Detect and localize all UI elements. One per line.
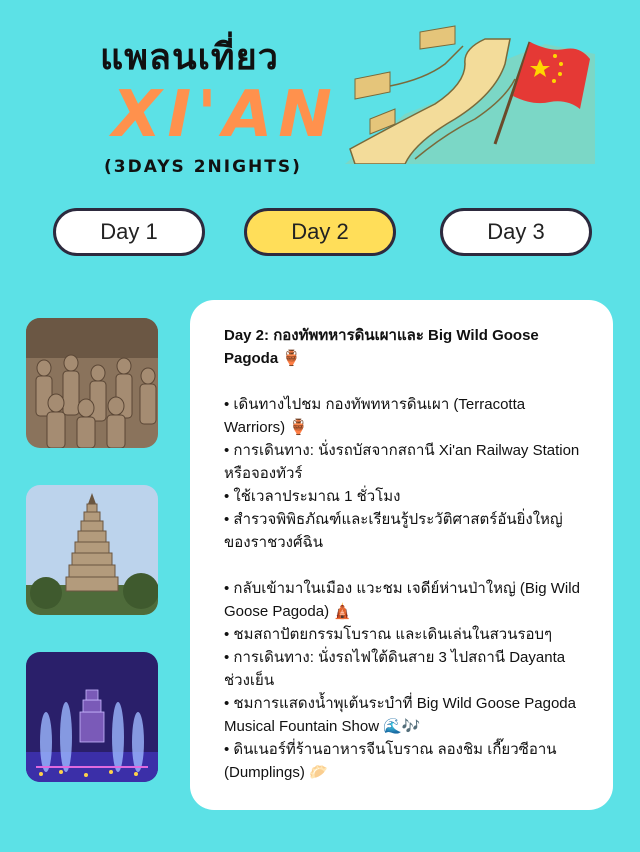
terracotta-warriors-image: [26, 318, 158, 448]
itinerary-line: • ชมการแสดงน้ำพุเต้นระบำที่ Big Wild Goose Pagoda Musical Fountain Show 🌊🎶: [224, 695, 576, 735]
page-title: แพลนเที่ยว: [100, 37, 279, 78]
itinerary-line: • เดินทางไปชม กองทัพทหารดินเผา (Terracotta Warriors) 🏺: [224, 396, 526, 436]
itinerary-line: • กลับเข้ามาในเมือง แวะชม เจดีย์ห่านป่าใหญ่ (Big Wild Goose Pagoda) 🛕: [224, 580, 580, 620]
itinerary-line: • การเดินทาง: นั่งรถไฟใต้ดินสาย 3 ไปสถานี Dayanta ช่วงเย็น: [224, 649, 566, 689]
tab-day-3[interactable]: Day 3: [440, 208, 592, 256]
spacer: [224, 554, 589, 577]
itinerary-card: [190, 300, 613, 810]
itinerary-heading: Day 2: กองทัพทหารดินเผาและ Big Wild Goose Pagoda 🏺: [224, 327, 539, 367]
itinerary-line: • ชมสถาปัตยกรรมโบราณ และเดินเล่นในสวนรอบๆ: [224, 626, 553, 643]
itinerary-line: • การเดินทาง: นั่งรถบัสจากสถานี Xi'an Railway Station หรือจองทัวร์: [224, 442, 580, 482]
big-wild-goose-pagoda-image: [26, 485, 158, 615]
itinerary-line: • สำรวจพิพิธภัณฑ์และเรียนรู้ประวัติศาสตร์อันยิ่งใหญ่ของราชวงศ์ฉิน: [224, 511, 563, 551]
itinerary-line: • ดินเนอร์ที่ร้านอาหารจีนโบราณ ลองชิม เกี๊ยวซีอาน (Dumplings) 🥟: [224, 741, 557, 781]
tab-day-1[interactable]: Day 1: [53, 208, 205, 256]
tab-day-2[interactable]: Day 2: [244, 208, 396, 256]
great-wall-flag-icon: [345, 24, 595, 164]
musical-fountain-image: [26, 652, 158, 782]
itinerary-line: • ใช้เวลาประมาณ 1 ชั่วโมง: [224, 488, 401, 505]
trip-duration: (3DAYS 2NIGHTS): [104, 157, 302, 177]
city-title: XI'AN: [112, 78, 338, 152]
